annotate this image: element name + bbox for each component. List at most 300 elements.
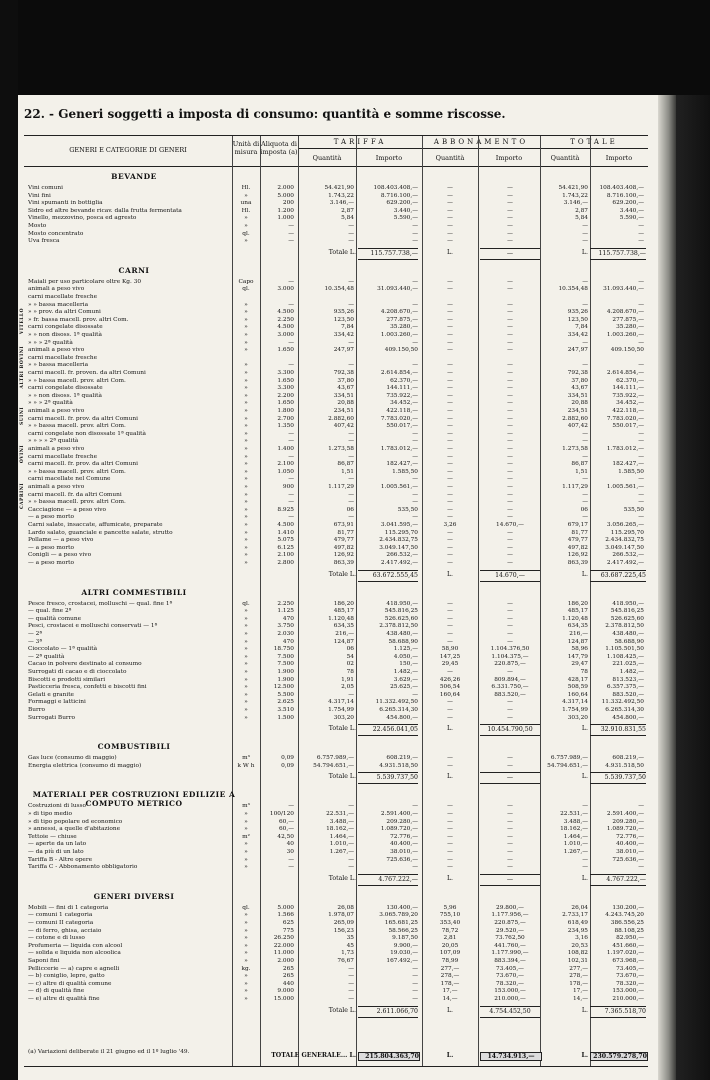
cell-a: 1.900 [277, 669, 294, 675]
cell-aq: 14,— [442, 996, 458, 1002]
cell-u: » [244, 377, 248, 384]
cell-xi: 144.111,— [612, 385, 644, 392]
cell-ti: 526.625,60 [384, 615, 418, 622]
cell-ai: 1.177.956,— [491, 912, 529, 919]
cell-u: » [244, 484, 248, 490]
cell-aq: — [447, 608, 453, 615]
cell-u: » [244, 453, 248, 460]
cell-xi: 735.922,— [612, 392, 644, 399]
cell-xi: 1.108.425,— [606, 653, 644, 660]
cell-ti: — [412, 430, 418, 437]
cell-aq: — [447, 818, 453, 825]
cell-tq: 1.754,99 [328, 707, 354, 713]
cell-xq: 2.733,17 [562, 912, 588, 919]
row-label: carni congelate disossate [28, 324, 103, 331]
cell-u: » [244, 522, 248, 528]
cell-xi: 2.591.400,— [606, 811, 644, 817]
cell-xi: 88.108,25 [614, 927, 644, 934]
cell-xq: 186,20 [567, 600, 588, 607]
cell-ai: — [507, 238, 513, 245]
cell-a: 5.000 [277, 904, 294, 911]
cell-ti: 35.280,— [390, 324, 418, 331]
side-category-label: OVINI [20, 445, 25, 464]
cell-ti: 277.875,— [386, 316, 418, 323]
cell-xi: 35.280,— [616, 324, 644, 331]
cell-xq: 407,42 [567, 423, 588, 430]
cell-xq: 54.794.651,— [547, 762, 588, 769]
cell-aq: — [447, 714, 453, 721]
cell-aq: — [447, 192, 453, 199]
table-header [24, 136, 648, 167]
cell-xq: 102,31 [567, 958, 588, 964]
cell-a: — [288, 430, 294, 437]
cell-a: 2.100 [277, 461, 294, 468]
cell-tq: 10.354,48 [324, 286, 354, 293]
cell-xi: — [638, 491, 644, 498]
cell-aq: 2,81 [443, 935, 457, 942]
cell-xq: 6.757.989,— [550, 755, 588, 762]
cell-ai: — [507, 841, 513, 848]
cell-xi: 31.093.440,— [603, 286, 644, 293]
cell-ti: 3.629,— [393, 676, 418, 683]
cell-ai: — [507, 552, 513, 559]
cell-a: 42,50 [277, 833, 294, 840]
cell-u: ql. [242, 286, 250, 293]
header-abbon-quantita: Quantità [435, 154, 465, 162]
row-label: carni macell. fr. proven. da altri Comuni [28, 370, 146, 376]
row-label: — a peso morto [28, 544, 74, 551]
cell-ai: — [507, 499, 513, 506]
cell-ti: — [412, 223, 418, 229]
dark-left-band [0, 0, 18, 1080]
cell-xi: — [638, 278, 644, 285]
cell-ti: 608.219,— [386, 755, 418, 762]
cell-ti: 40.400,— [390, 841, 418, 848]
cell-u: » [244, 653, 248, 660]
cell-xi: 813.523,— [612, 676, 644, 683]
cell-a: — [288, 238, 294, 245]
cell-ti: — [412, 803, 418, 810]
cell-aq: 147,25 [439, 653, 461, 660]
cell-ti: — [412, 438, 418, 445]
row-label: Biscotti e prodotti similari [28, 676, 106, 683]
cell-aq: — [447, 185, 453, 191]
cell-aq: — [447, 491, 453, 498]
cell-xi: — [638, 438, 644, 445]
row-label: » » bassa macell. prov. altri Com. [28, 377, 126, 384]
cell-tq: 06 [346, 506, 354, 513]
cell-u: » [244, 324, 248, 331]
cell-ai: — [507, 408, 513, 414]
cell-a: 2.000 [277, 185, 294, 191]
page-fold-shadow [658, 95, 676, 1080]
cell-xi: 153.000,— [612, 988, 644, 995]
row-label: — qual. fine 2ª [28, 608, 72, 615]
cell-xq: 160,64 [567, 691, 588, 698]
cell-u: » [244, 514, 248, 521]
cell-tq: — [348, 864, 354, 871]
cell-tq: — [348, 973, 354, 980]
cell-xq: 1.754,99 [562, 707, 588, 713]
cell-ti: — [412, 980, 418, 987]
cell-tq: — [348, 301, 354, 308]
cell-a: — [288, 803, 294, 810]
row-label: — d) di qualità fine [28, 988, 85, 995]
cell-u: » [244, 192, 248, 199]
cell-tq: — [348, 230, 354, 237]
cell-ti: 535,50 [397, 506, 418, 513]
cell-u: » [244, 316, 248, 323]
total-label: Totale L. [328, 773, 356, 781]
row-label: carni macell. fr. prov. da altri Comuni [28, 461, 138, 468]
cell-xi: 73.670,— [616, 973, 644, 980]
cell-aq: — [447, 537, 453, 544]
cell-u: » [244, 446, 248, 452]
cell-u: » [244, 238, 248, 245]
total-abbon-label: L. [446, 773, 454, 781]
row-label: — 2ª [28, 631, 43, 637]
cell-tq: 935,26 [333, 309, 354, 316]
cell-aq: 278,— [440, 973, 460, 980]
cell-ai: 73.762,50 [495, 935, 525, 942]
cell-ai: — [507, 430, 513, 437]
cell-ai: — [507, 339, 513, 346]
row-label: animali a peso vivo [28, 446, 85, 452]
cell-u: » [244, 623, 248, 630]
row-label: carni macellate fresche [28, 453, 98, 460]
cell-ai: — [507, 468, 513, 475]
cell-u: » [244, 676, 248, 683]
cell-a: 2.625 [277, 699, 294, 706]
total-abbon-label: L. [446, 248, 454, 256]
cell-ai: — [507, 207, 513, 214]
row-label: » » bassa macelleria [28, 362, 89, 369]
cell-u: » [244, 552, 248, 559]
cell-xq: — [582, 301, 588, 308]
cell-xq: 428,17 [567, 676, 588, 683]
cell-a: 1.400 [277, 446, 294, 452]
cell-ti: 144.111,— [386, 385, 418, 392]
cell-ai: — [507, 864, 513, 871]
cell-ti: — [412, 301, 418, 308]
cell-a: 4.500 [277, 522, 294, 528]
cell-ai: — [507, 192, 513, 199]
total-label: Totale L. [328, 248, 356, 256]
cell-xi: 1.003.260,— [606, 332, 644, 338]
cell-ai: 210.000,— [494, 996, 526, 1002]
cell-tq: 5,84 [341, 215, 354, 222]
row-label: » annessi, a quelle d'abitazione [28, 826, 121, 833]
cell-xi: 11.332.492,50 [601, 699, 644, 706]
cell-tq: — [348, 514, 354, 521]
cell-tq: 1.273,58 [328, 446, 354, 452]
row-label: — di ferro, ghisa, acciaio [28, 927, 102, 934]
cell-ai: — [507, 707, 513, 713]
cell-u: » [244, 309, 248, 316]
cell-aq: — [447, 215, 453, 222]
cell-a: 1.050 [277, 468, 294, 475]
cell-ti: 2.434.832,75 [379, 537, 418, 544]
total-tot-label: L. [581, 725, 588, 733]
cell-xq: 935,26 [567, 309, 588, 316]
cell-ai: — [507, 560, 513, 566]
cell-u: Hl. [241, 207, 251, 214]
cell-ai: — [507, 370, 513, 376]
cell-ai: — [507, 200, 513, 207]
row-label: Mosto [28, 223, 47, 229]
cell-ai: — [507, 392, 513, 399]
cell-ai: — [507, 230, 513, 237]
cell-tq: 485,17 [333, 608, 354, 615]
cell-ti: — [412, 238, 418, 245]
cell-xi: — [638, 453, 644, 460]
cell-aq: — [447, 316, 453, 323]
cell-ti: 1.783.012,— [380, 446, 418, 452]
cell-xq: 4.317,14 [562, 699, 588, 706]
cell-ai: — [507, 849, 513, 855]
cell-aq: — [447, 699, 453, 706]
cell-xq: 2.882,60 [562, 415, 588, 422]
total-tariffa: 4.767.222,— [358, 874, 418, 886]
grand-total-totale: 230.579.278,70 [590, 1052, 648, 1061]
cell-xq: 1.010,— [563, 841, 588, 848]
cell-xq: 81,77 [571, 529, 588, 536]
cell-aq: — [447, 811, 453, 817]
cell-aq: — [447, 230, 453, 237]
row-label: Mobili — fini di 1 categoria [28, 904, 109, 911]
tax-table [20, 135, 648, 1067]
cell-a: 1.900 [277, 676, 294, 683]
cell-aq: — [447, 755, 453, 762]
row-label: Maiali per uso particolare oltre Kg. 30 [28, 278, 142, 285]
cell-a: — [288, 438, 294, 445]
cell-aq: 178,— [440, 980, 460, 987]
cell-aq: — [447, 514, 453, 521]
row-label: — a peso morto [28, 560, 74, 566]
cell-a: 5.000 [277, 192, 294, 199]
header-totale: TOTALE [540, 138, 648, 149]
cell-xi: 3.440,— [619, 207, 644, 214]
cell-xi: — [638, 301, 644, 308]
cell-xi: 454.800,— [612, 714, 644, 721]
cell-xq: 234,51 [567, 408, 588, 414]
cell-xi: — [638, 230, 644, 237]
cell-ai: 78.320,— [496, 980, 524, 987]
grand-total-row [24, 1052, 648, 1062]
cell-ai: 29.800,— [496, 904, 524, 911]
header-abbonamento: ABBONAMENTO [422, 138, 540, 149]
row-label: — aperte da un lato [28, 841, 87, 848]
cell-u: » [244, 468, 248, 475]
cell-u: » [244, 385, 248, 392]
cell-a: 4.500 [277, 309, 294, 316]
cell-aq: — [447, 638, 453, 645]
cell-u: » [244, 461, 248, 468]
row-label: carni macellate fresche [28, 294, 98, 300]
cell-xq: 497,82 [567, 544, 588, 551]
cell-tq: 2,05 [341, 684, 354, 691]
section-total-row [24, 724, 648, 734]
row-label: » » non disoss. 1ª qualità [28, 392, 102, 399]
cell-ti: 11.332.492,50 [375, 699, 418, 706]
cell-xi: 266.532,— [612, 552, 644, 559]
cell-ti: — [412, 476, 418, 483]
cell-ti: 182.427,— [386, 461, 418, 468]
cell-aq: — [447, 339, 453, 346]
cell-ti: 108.403.408,— [373, 185, 418, 191]
cell-aq: — [447, 544, 453, 551]
cell-tq: 673,91 [333, 522, 354, 528]
cell-xq: 126,92 [567, 552, 588, 559]
header-totale-importo: Importo [605, 154, 633, 162]
cell-a: 2.700 [277, 415, 294, 422]
total-tariffa: 63.672.555,45 [358, 570, 418, 582]
row-label: animali a peso vivo [28, 408, 85, 414]
cell-ai: — [507, 615, 513, 622]
cell-xi: — [638, 362, 644, 369]
header-totale-quantita: Quantità [550, 154, 580, 162]
cell-ai: — [507, 415, 513, 422]
cell-ti: 1.585,50 [392, 468, 418, 475]
total-tariffa: 115.757.738,— [358, 248, 418, 260]
cell-aq: — [447, 324, 453, 331]
cell-ti: 2.591.400,— [380, 811, 418, 817]
cell-u: » [244, 849, 248, 855]
side-category-label: VITELLO [20, 308, 25, 335]
row-label: Tariffa C - Abbonamento obbligatorio [28, 864, 138, 871]
cell-xq: 37,80 [571, 377, 588, 384]
total-abbon: — [480, 772, 540, 784]
cell-a: 15.000 [273, 996, 294, 1002]
cell-ti: 454.800,— [386, 714, 418, 721]
row-label: animali a peso vivo [28, 286, 85, 293]
cell-ai: — [507, 461, 513, 468]
cell-xq: 1.117,29 [562, 484, 588, 490]
cell-xq: 22.531,— [560, 811, 588, 817]
row-label: » » non disoss. 1ª qualità [28, 332, 102, 338]
cell-xq: — [582, 362, 588, 369]
cell-u: » [244, 560, 248, 566]
cell-xq: — [582, 803, 588, 810]
cell-ai: — [507, 301, 513, 308]
cell-aq: — [447, 833, 453, 840]
cell-a: 2.200 [277, 392, 294, 399]
cell-tq: 45 [346, 942, 354, 949]
row-label: Saponi fini [28, 958, 60, 964]
cell-ai: 153.000,— [494, 988, 526, 995]
cell-ai: — [507, 638, 513, 645]
total-abbon: 4.754.452,50 [480, 1006, 540, 1018]
total-tot-label: L. [581, 773, 588, 781]
row-label: Formaggi e latticini [28, 699, 86, 706]
cell-xq: 5,84 [575, 215, 588, 222]
total-totale: 7.365.518,70 [590, 1006, 646, 1018]
cell-xq: 29,47 [571, 661, 588, 668]
row-label: Carni salate, insaccate, affumicate, preparate [28, 522, 163, 528]
grand-total-abbon: 14.734.913,— [480, 1052, 542, 1061]
cell-ai: — [507, 453, 513, 460]
cell-ti: — [412, 230, 418, 237]
cell-aq: 755,10 [439, 912, 461, 919]
cell-xq: 792,38 [567, 370, 588, 376]
cell-ti: 7.783.020,— [380, 415, 418, 422]
cell-tq: — [348, 238, 354, 245]
cell-a: — [288, 223, 294, 229]
section-title: GENERI DIVERSI [93, 891, 175, 901]
cell-a: 9.000 [277, 988, 294, 995]
cell-xi: — [638, 339, 644, 346]
cell-a: 1.000 [277, 215, 294, 222]
row-label: » di tipo medio [28, 811, 73, 817]
cell-xq: 54.421,90 [558, 185, 588, 191]
cell-xi: 451.660,— [612, 942, 644, 949]
cell-u: » [244, 215, 248, 222]
cell-u: » [244, 339, 248, 346]
cell-ai: — [507, 332, 513, 338]
cell-ti: — [412, 691, 418, 698]
cell-tq: — [348, 856, 354, 863]
grand-total-label: TOTALE GENERALE... L. [271, 1052, 356, 1059]
cell-a: 3.000 [277, 332, 294, 338]
cell-xq: — [582, 491, 588, 498]
cell-aq: — [447, 309, 453, 316]
cell-ti: — [412, 996, 418, 1002]
total-tariffa: 5.539.737,50 [358, 772, 418, 784]
row-label: Conigli — a peso vivo [28, 552, 92, 559]
cell-ai: 441.760,— [494, 942, 526, 949]
row-label: carni congelate disossate [28, 385, 103, 392]
cell-xq: 06 [580, 506, 588, 513]
cell-ti: 6.265.314,30 [379, 707, 418, 713]
row-label: » » bassa macell. prov. altri Com. [28, 468, 126, 475]
cell-xi: 210.000,— [612, 996, 644, 1002]
side-category-label: SUINI [20, 407, 25, 425]
cell-tq: — [348, 499, 354, 506]
cell-ai: — [507, 476, 513, 483]
cell-a: 18.750 [273, 646, 294, 653]
cell-tq: 216,— [335, 631, 354, 637]
cell-ai: — [507, 529, 513, 536]
cell-xi: 82.950,— [616, 935, 644, 942]
section-total-row [24, 1006, 648, 1016]
cell-tq: 334,51 [333, 392, 354, 399]
cell-a: — [288, 339, 294, 346]
cell-tq: 7,84 [341, 324, 354, 331]
row-label: » fr. bassa macell. prov. altri Com. [28, 316, 129, 323]
cell-a: 100/120 [269, 811, 294, 817]
cell-aq: — [447, 856, 453, 863]
cell-a: 470 [282, 615, 294, 622]
cell-ai: — [507, 223, 513, 229]
cell-tq: 6.757.989,— [316, 755, 354, 762]
cell-xq: 1,51 [575, 468, 588, 475]
table-row [24, 237, 648, 245]
cell-xi: — [638, 499, 644, 506]
cell-a: 1.410 [277, 529, 294, 536]
cell-ai: — [507, 491, 513, 498]
row-label: Pelliccerie — a) capre e agnelli [28, 965, 120, 972]
row-label: Mosto concentrato [28, 230, 84, 237]
cell-xq: — [582, 278, 588, 285]
cell-xi: 221.025,— [612, 661, 644, 668]
cell-tq: — [348, 339, 354, 346]
cell-a: 440 [282, 980, 294, 987]
row-label: Pesce fresco, crostacei, molluschi — qual. fine 1ª [28, 600, 173, 607]
total-tot-label: L. [581, 1006, 588, 1014]
cell-xq: — [582, 856, 588, 863]
row-label: carni macellate nel Comune [28, 476, 111, 483]
cell-ti: — [412, 339, 418, 346]
